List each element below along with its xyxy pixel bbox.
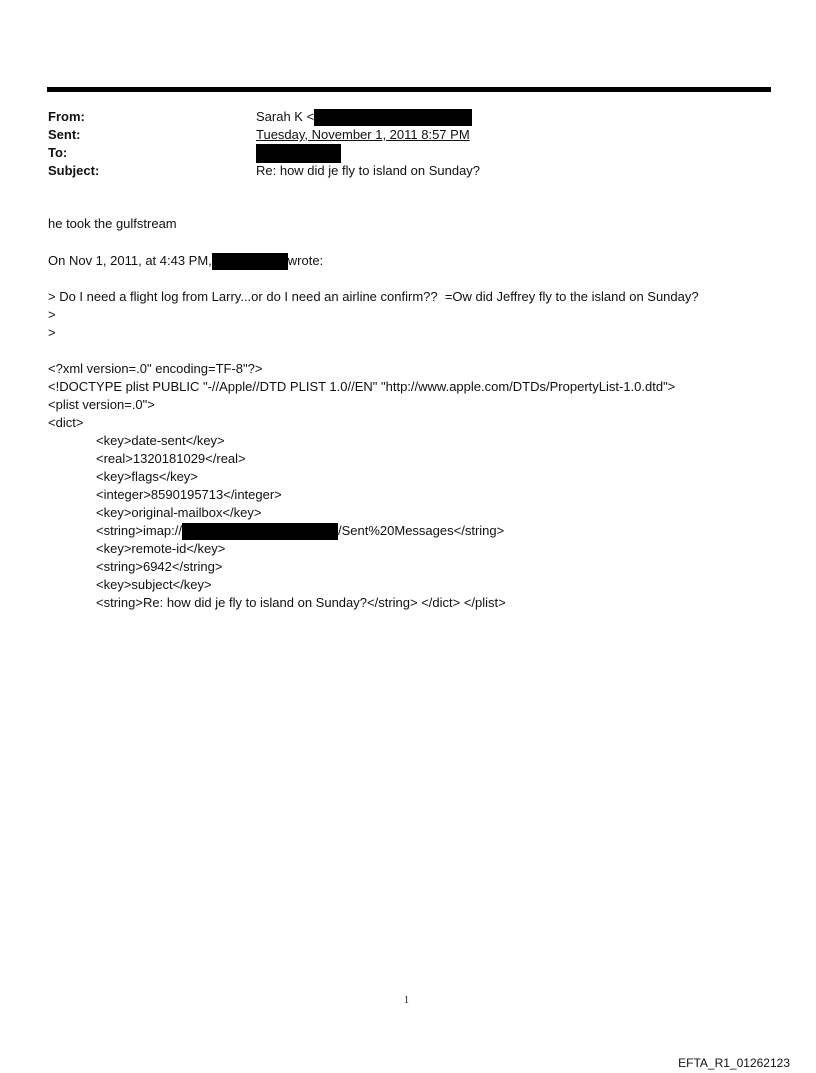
plist-key: <key>flags</key> [96, 469, 198, 484]
mailbox-prefix: <string>imap:// [96, 523, 182, 538]
header-rule [47, 87, 771, 92]
to-label: To: [48, 145, 68, 160]
to-value [256, 144, 341, 163]
quote-intro [48, 252, 323, 270]
xml-doctype: <!DOCTYPE plist PUBLIC "-//Apple//DTD PLIST 1.0//EN" "http://www.apple.com/DTDs/PropertyList-1.0.dtd"> [48, 379, 676, 394]
quote-intro-date: On Nov 1, 2011, at 4:43 PM, [48, 253, 212, 268]
redaction-quote-sender [212, 253, 288, 270]
quote-intro-wrote: wrote: [287, 253, 324, 268]
plist-value: <real>1320181029</real> [96, 451, 246, 466]
plist-key: <key>remote-id</key> [96, 541, 226, 556]
redaction-from-email [314, 109, 472, 126]
redaction-mailbox [182, 523, 338, 540]
plist-value: <string>6942</string> [96, 559, 223, 574]
sent-label: Sent: [48, 127, 81, 142]
from-value [256, 108, 472, 126]
from-label: From: [48, 109, 85, 124]
sent-value: Tuesday, November 1, 2011 8:57 PM [256, 127, 470, 142]
reply-text: he took the gulfstream [48, 216, 177, 231]
plist-value-mailbox [48, 522, 504, 540]
mailbox-suffix: /Sent%20Messages</string> [338, 523, 505, 538]
plist-value: <integer>8590195713</integer> [96, 487, 282, 502]
quoted-line: > [48, 307, 56, 322]
plist-open: <plist version=.0"> [48, 397, 155, 412]
xml-declaration: <?xml version=.0" encoding=TF-8"?> [48, 361, 263, 376]
document-id: EFTA_R1_01262123 [678, 1056, 790, 1070]
plist-key: <key>original-mailbox</key> [96, 505, 262, 520]
plist-value: <string>Re: how did je fly to island on Sunday?</string> </dict> </plist> [96, 595, 506, 610]
subject-label: Subject: [48, 163, 100, 178]
plist-key: <key>date-sent</key> [96, 433, 225, 448]
plist-key: <key>subject</key> [96, 577, 212, 592]
quoted-line: > [48, 325, 56, 340]
from-name: Sarah K < [256, 109, 315, 124]
dict-open: <dict> [48, 415, 84, 430]
page-number: 1 [404, 995, 409, 1006]
redaction-to [256, 144, 341, 163]
quoted-line: > Do I need a flight log from Larry...or do I need an airline confirm?? =Ow did Jeffrey fly to the island on Sunday? [48, 289, 699, 304]
subject-value: Re: how did je fly to island on Sunday? [256, 163, 481, 178]
